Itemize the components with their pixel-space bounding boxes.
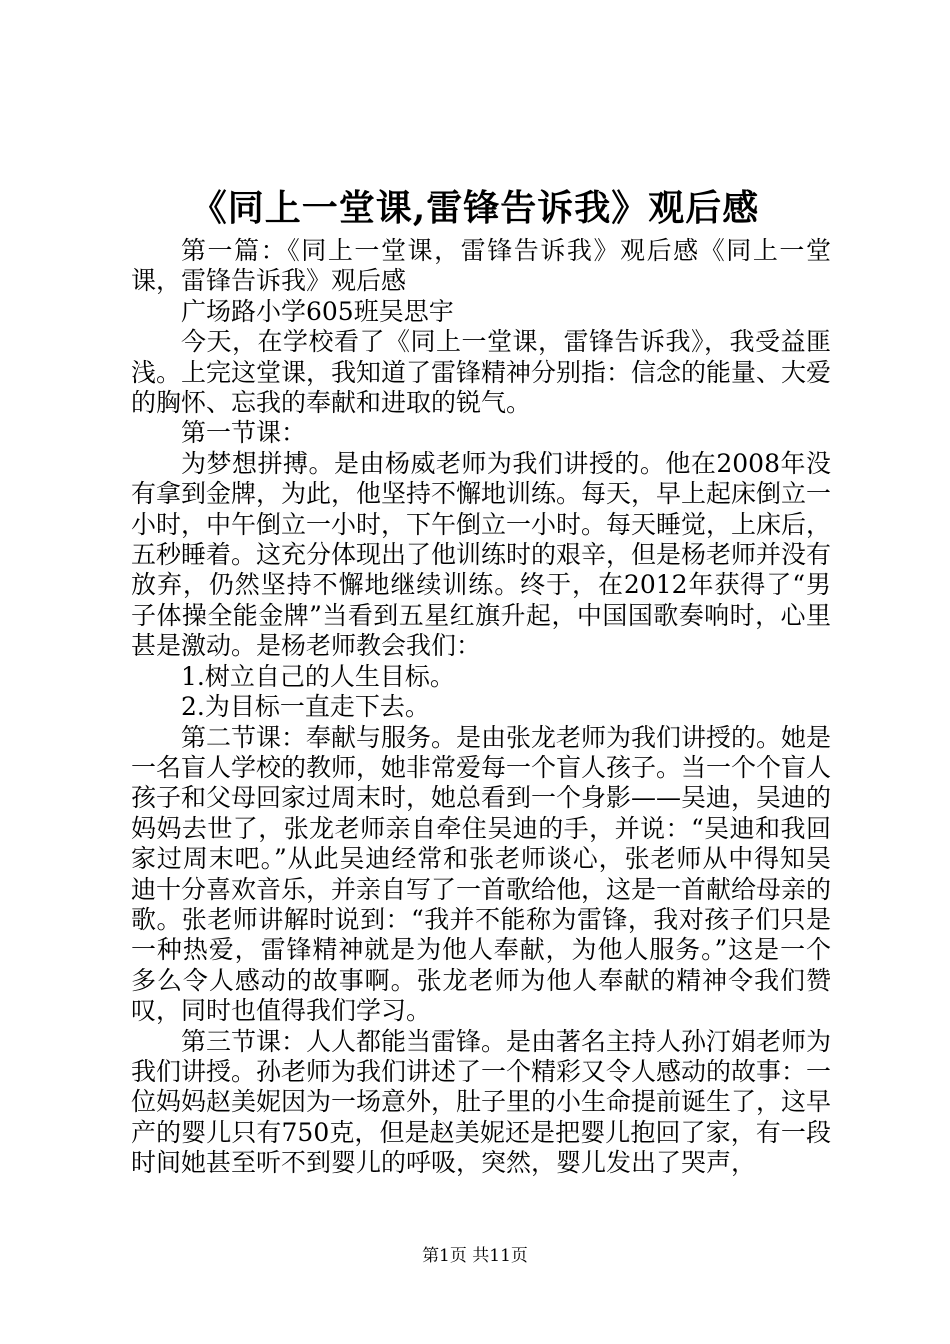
paragraph-lesson1: 为梦想拼搏。是由杨威老师为我们讲授的。他在2008年没有拿到金牌，为此，他坚持不懈地训练。每天，早上起床倒立一小时，中午倒立一小时，下午倒立一小时。每天睡觉，上床后，五秒睡着。这充分体现出了他训练时的艰辛，但是杨老师并没有放弃，仍然坚持不懈地继续训练。终于，在2012年获得了“男子体操全能金牌”当看到五星红旗升起，中国国歌奏响时，心里甚是激动。是杨老师教会我们： [131, 448, 832, 661]
paragraph-author: 广场路小学605班吴思宇 [181, 296, 454, 326]
page-footer: 第1页 共11页 [422, 1246, 528, 1266]
paragraph-lesson1-heading: 第一节课： [181, 418, 307, 448]
paragraph-summary: 今天，在学校看了《同上一堂课，雷锋告诉我》，我受益匪浅。上完这堂课，我知道了雷锋精神分别指：信念的能量、大爱的胸怀、忘我的奉献和进取的锐气。 [131, 327, 832, 418]
document-body [131, 236, 831, 1179]
paragraph-list-item-2: 2.为目标一直走下去。 [181, 692, 430, 722]
document-title: 《同上一堂课,雷锋告诉我》观后感 [190, 187, 760, 229]
paragraph-intro: 第一篇：《同上一堂课，雷锋告诉我》观后感《同上一堂课，雷锋告诉我》观后感 [131, 236, 831, 296]
paragraph-lesson3: 第三节课：人人都能当雷锋。是由著名主持人孙汀娟老师为我们讲授。孙老师为我们讲述了一个精彩又令人感动的故事：一位妈妈赵美妮因为一场意外，肚子里的小生命提前诞生了，这早产的婴儿只有750克，但是赵美妮还是把婴儿抱回了家，有一段时间她甚至听不到婴儿的呼吸，突然，婴儿发出了哭声， [131, 1026, 832, 1178]
paragraph-lesson2: 第二节课：奉献与服务。是由张龙老师为我们讲授的。她是一名盲人学校的教师，她非常爱每一个盲人孩子。当一个个盲人孩子和父母回家过周末时，她总看到一个身影——吴迪，吴迪的妈妈去世了，张龙老师亲自牵住吴迪的手，并说：“吴迪和我回家过周末吧。”从此吴迪经常和张老师谈心，张老师从中得知吴迪十分喜欢音乐，并亲自写了一首歌给他，这是一首献给母亲的歌。张老师讲解时说到：“我并不能称为雷锋，我对孩子们只是一种热爱，雷锋精神就是为他人奉献，为他人服务。”这是一个多么令人感动的故事啊。张龙老师为他人奉献的精神令我们赞叹，同时也值得我们学习。 [131, 722, 832, 1026]
paragraph-list-item-1: 1.树立自己的人生目标。 [181, 661, 455, 691]
